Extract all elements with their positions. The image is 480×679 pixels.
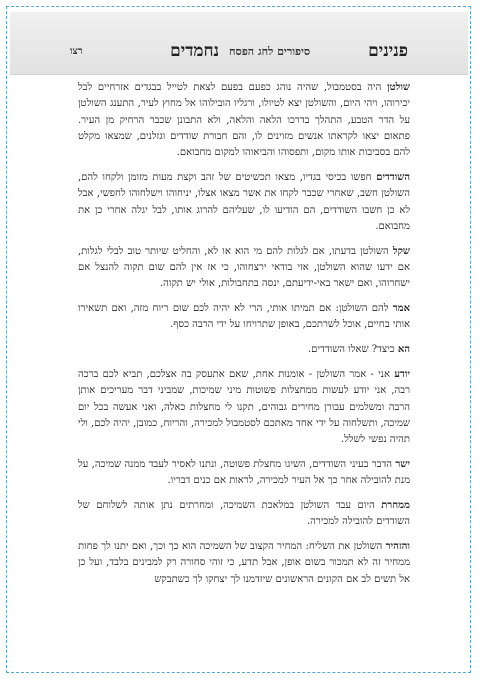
page-header [10, 12, 468, 75]
header-row [70, 36, 408, 66]
paragraph-text: היום עבד השולטן במלאכת השמיכה, ומחרתים נתן אותה לשלוחם של השודדים להובילה למכירה. [78, 500, 410, 528]
paragraph-lead-word: הא [397, 344, 410, 356]
section-subtitle: סיפורים לחג הפסח [229, 44, 311, 58]
paragraph-text: חפשו בכיסי בגדיו, מצאו תכשיטים של זהב וקצת מעות מזומן ולקחו להם, השולטן חשב, שאחרי שכבר לקחו את אשר מצאו אצלו, יניחוהו וישלחוהו לחפשי, אבל לא כן חשבו השודדים, הם הודיעו לו, שעליהם להרוג אותו, לבל יגלה אחרי כן את מחבואם. [78, 171, 410, 232]
section-title: נחמדים [170, 41, 220, 61]
paragraph-text: הדבר בעיני השודדים, השיגו מחצלת פשוטה, ונתנו לאסיר לעבד ממנה שמיכה, על מנת להובילה אחר כך אל העיר למכירה, לראות אם כנים דבריו. [78, 458, 410, 487]
paragraph [78, 342, 410, 358]
story-body [78, 80, 410, 597]
paragraph-lead-word: השודדים [376, 171, 410, 183]
paragraph-text: השולטן בדעתו, אם לגלות להם מי הוא או לא, והחליט שיותר טוב לבלי לגלות, אם ידעו שהוא השולטן, אזי בודאי ירצחוהו, כי אז אין להם שום תקוה להנצל אם ישחרוהו, ואם ישאר באי-ידיעתם, ינסה בתחבולות, אולי יש תקוה. [78, 245, 410, 290]
book-title: פנינים [368, 41, 408, 61]
paragraph-lead-word: והזהיר [385, 541, 410, 553]
paragraph [78, 80, 410, 161]
paragraph [78, 539, 410, 588]
paragraph-lead-word: ממחרת [381, 500, 410, 512]
paragraph [78, 498, 410, 531]
paragraph-lead-word: ישר [395, 458, 410, 470]
paragraph-lead-word: שקל [392, 245, 410, 257]
paragraph [78, 301, 410, 334]
paragraph-lead-word: שולטן [387, 82, 410, 93]
paragraph-text: להם השולטן: אם תמיתו אותי, הרי לא יהיה לכם שום ריוח מזה, ואם תשאירו אותי בחיים, אוכל לשרתכם, באופן שתרויחו על ידי הרבה כסף. [78, 303, 410, 331]
paragraph [78, 244, 410, 293]
paragraph-text: השולטן את השליח: המחיר הקצוב של השמיכה הוא כך וכך, ואם יתנו לך פחות ממחיר זה לא תמכור בשום אופן, אבל תדע, כי זוהי סחורה רק למבינים בלבד, ועל כן אל תשים לב אם הקונים הראשונים שיזדמנו לך יצחקו לך כשתבקש [78, 541, 410, 585]
paragraph [78, 367, 410, 448]
paragraph-lead-word: יודע [394, 368, 410, 380]
paragraph-text: כיצד? שאלו השודדים. [307, 344, 398, 356]
paragraph-text: היה בסטמבול, שהיה נוהג כפעם בפעם לצאת לטייל בבגדים אזרחיים לבל יכירוהו, ויהי היום, והשולטן יצא לטיולו, ורגליו הובילוהו אל מחוץ לעיר, התענג השולטן על הדר הטבע, התהלך בדרכו הלאה והלאה, ולא התבונן שכבר הרחיק מן העיר. פתאום יצאו לקראתו אנשים מזוינים לו, והם חבורת שודדים וגזלנים, שמצאו מקלט להם בסביבות אותו מקום, ותפסוהו והביאוהו למקום מחבואם. [78, 82, 410, 159]
paragraph-lead-word: אמר [392, 303, 410, 315]
paragraph [78, 170, 410, 235]
paragraph-text: אני - אמר השולטן - אומנות אחת, שאם אתעסק בה אצלכם, תביא לכם ברכה רבה, אני יודע לעשות ממחצלות פשוטות מיני שמיכות, שמביני דבר מעריכים אותן הרבה ומשלמים עבורן מחירים גבוהים, תקנו לי מחצלות כאלה, ואני אעשה בכל יום שמיכה, ותשלחוה על ידי אחד מאתכם לסטמבול למכירה, והריוח, כמובן, יהיה לכם, ולי תהיה נפשי לשלל. [78, 368, 410, 446]
page-number: רצו [70, 45, 83, 57]
paragraph [78, 457, 410, 490]
